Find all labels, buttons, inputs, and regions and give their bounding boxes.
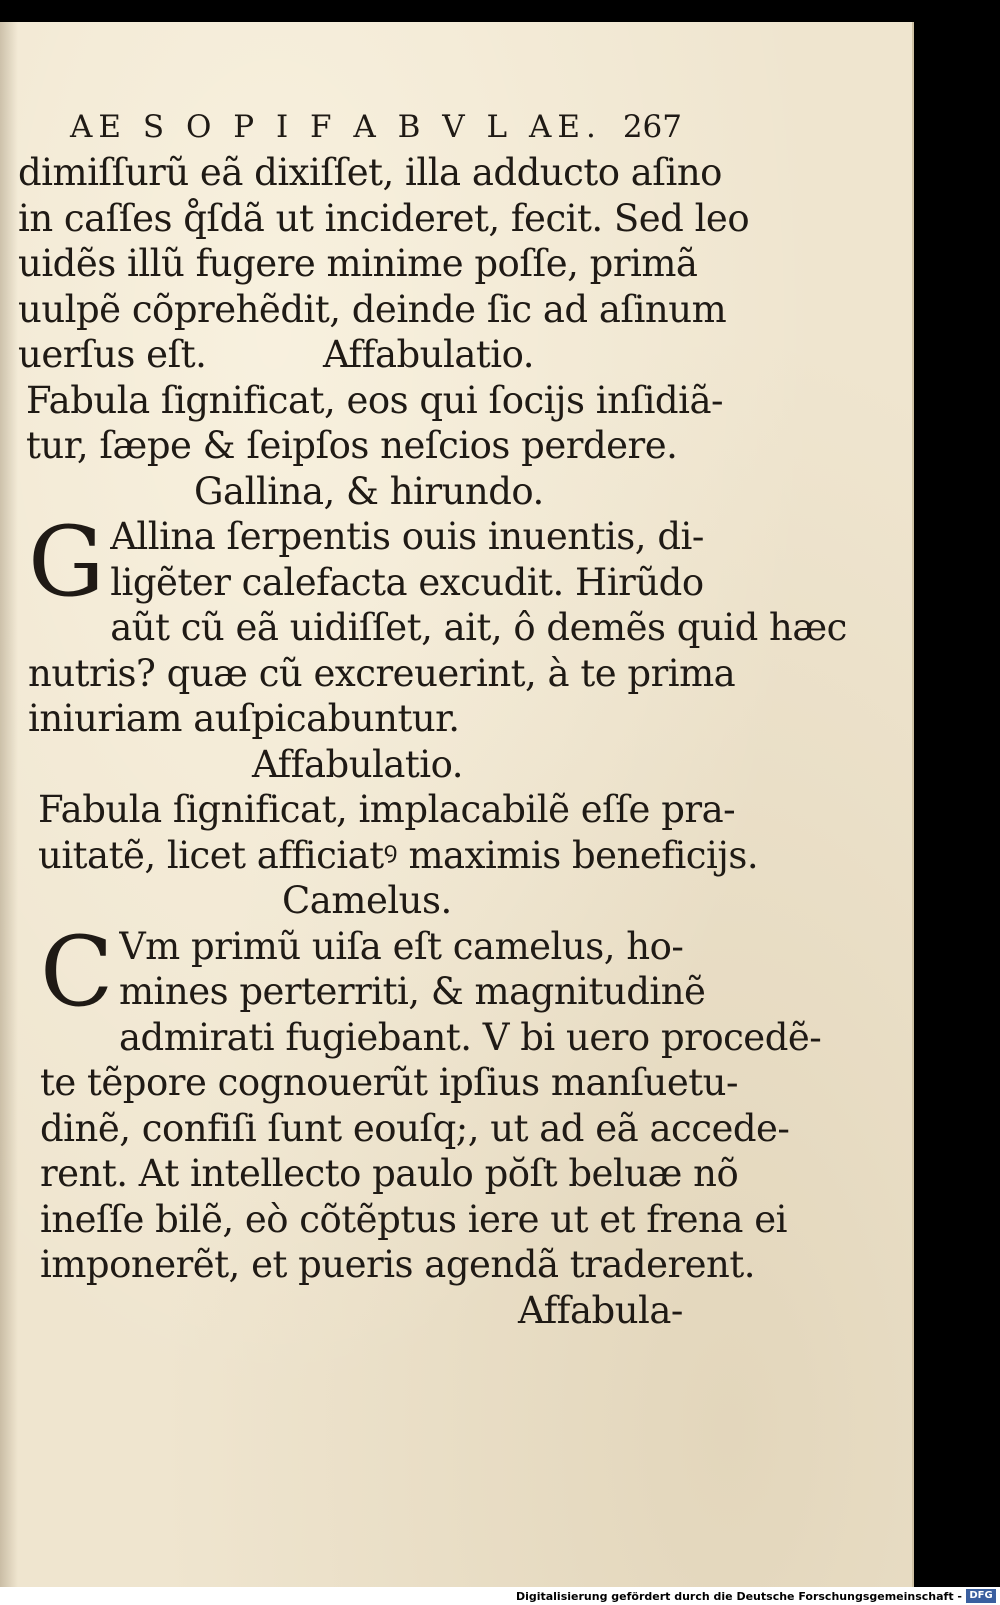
- drop-cap-lines: [119, 924, 718, 1015]
- text-line: uulpẽ cõprehẽdit, deinde ſic ad aſinum: [18, 287, 727, 331]
- page-text: [18, 104, 847, 1333]
- text-line: Vm primũ uiſa eſt camelus, ho-: [118, 924, 684, 968]
- text-line: Fabula ſignificat, eos qui ſocijs inſidiã-: [26, 378, 724, 422]
- line-end-text: uerſus eſt.: [18, 333, 207, 376]
- text-line: mines perterriti, & magnitudinẽ: [118, 970, 706, 1013]
- paragraph-1: [18, 150, 750, 378]
- spine-shadow: [0, 22, 18, 1587]
- text-line: ineſſe bilẽ, eò cõtẽptus iere ut et frena ei: [40, 1197, 787, 1241]
- text-line: aũt cũ eã uidiſſet, ait, ô demẽs quid hæc: [110, 606, 847, 649]
- text-line: ligẽter calefacta excudit. Hirũdo: [110, 560, 704, 604]
- running-title: AE S O P I F A B V L AE.: [70, 109, 602, 145]
- paragraph-2: [18, 506, 847, 742]
- text-line: iniuriam auſpicabuntur.: [28, 697, 460, 740]
- text-line: tur, ſæpe & ſeipſos neſcios perdere.: [26, 424, 678, 467]
- moral-2: [18, 787, 759, 878]
- text-line: in caſſes q̊ſdã ut incideret, fecit. Sed leo: [18, 196, 750, 240]
- text-line: imponerẽt, et pueris agendã traderent.: [40, 1243, 756, 1286]
- dfg-logo-icon: DFG: [966, 1589, 996, 1603]
- digitization-credit: Digitalisierung gefördert durch die Deutsche Forschungsgemeinschaft -: [515, 1590, 962, 1603]
- moral-1: [18, 378, 724, 469]
- text-line: dimiſſurũ eã dixiſſet, illa adducto aſino: [18, 151, 722, 194]
- paragraph-3: [18, 915, 822, 1288]
- drop-cap: C: [40, 915, 113, 1028]
- text-line: admirati fugiebant. V bi uero procedẽ-: [118, 1015, 822, 1059]
- text-line: rent. At intellecto paulo pŏſt beluæ nõ: [40, 1152, 739, 1195]
- text-line: Allina ſerpentis ouis inuentis, di-: [110, 515, 704, 558]
- catchword: Affabula-: [518, 1288, 683, 1332]
- drop-cap-lines: [110, 514, 718, 605]
- footer-bar: [0, 1587, 1000, 1605]
- text-line: [18, 332, 534, 378]
- running-header: [70, 104, 682, 150]
- section-heading-affabulatio: Affabulatio.: [252, 742, 464, 786]
- text-line: nutris? quæ cũ excreuerint, à te prima: [28, 651, 736, 695]
- section-heading-affabulatio: Affabulatio.: [322, 333, 534, 376]
- drop-cap: G: [28, 506, 105, 618]
- fable-title-camelus: Camelus.: [282, 879, 452, 922]
- text-line: te tẽpore cognouerũt ipſius manſuetu-: [40, 1061, 738, 1104]
- text-line: dinẽ, confiſi ſunt eouſq;, ut ad eã accede-: [40, 1106, 790, 1150]
- text-line: Fabula ſignificat, implacabilẽ eſſe pra-: [38, 788, 736, 831]
- text-line: uidẽs illũ fugere minime poſſe, primã: [18, 242, 698, 285]
- fable-title-gallina: Gallina, & hirundo.: [194, 469, 544, 513]
- text-line: uitatẽ, licet afficiatꝰ maximis beneficijs.: [38, 833, 759, 877]
- page-number: 267: [622, 109, 682, 145]
